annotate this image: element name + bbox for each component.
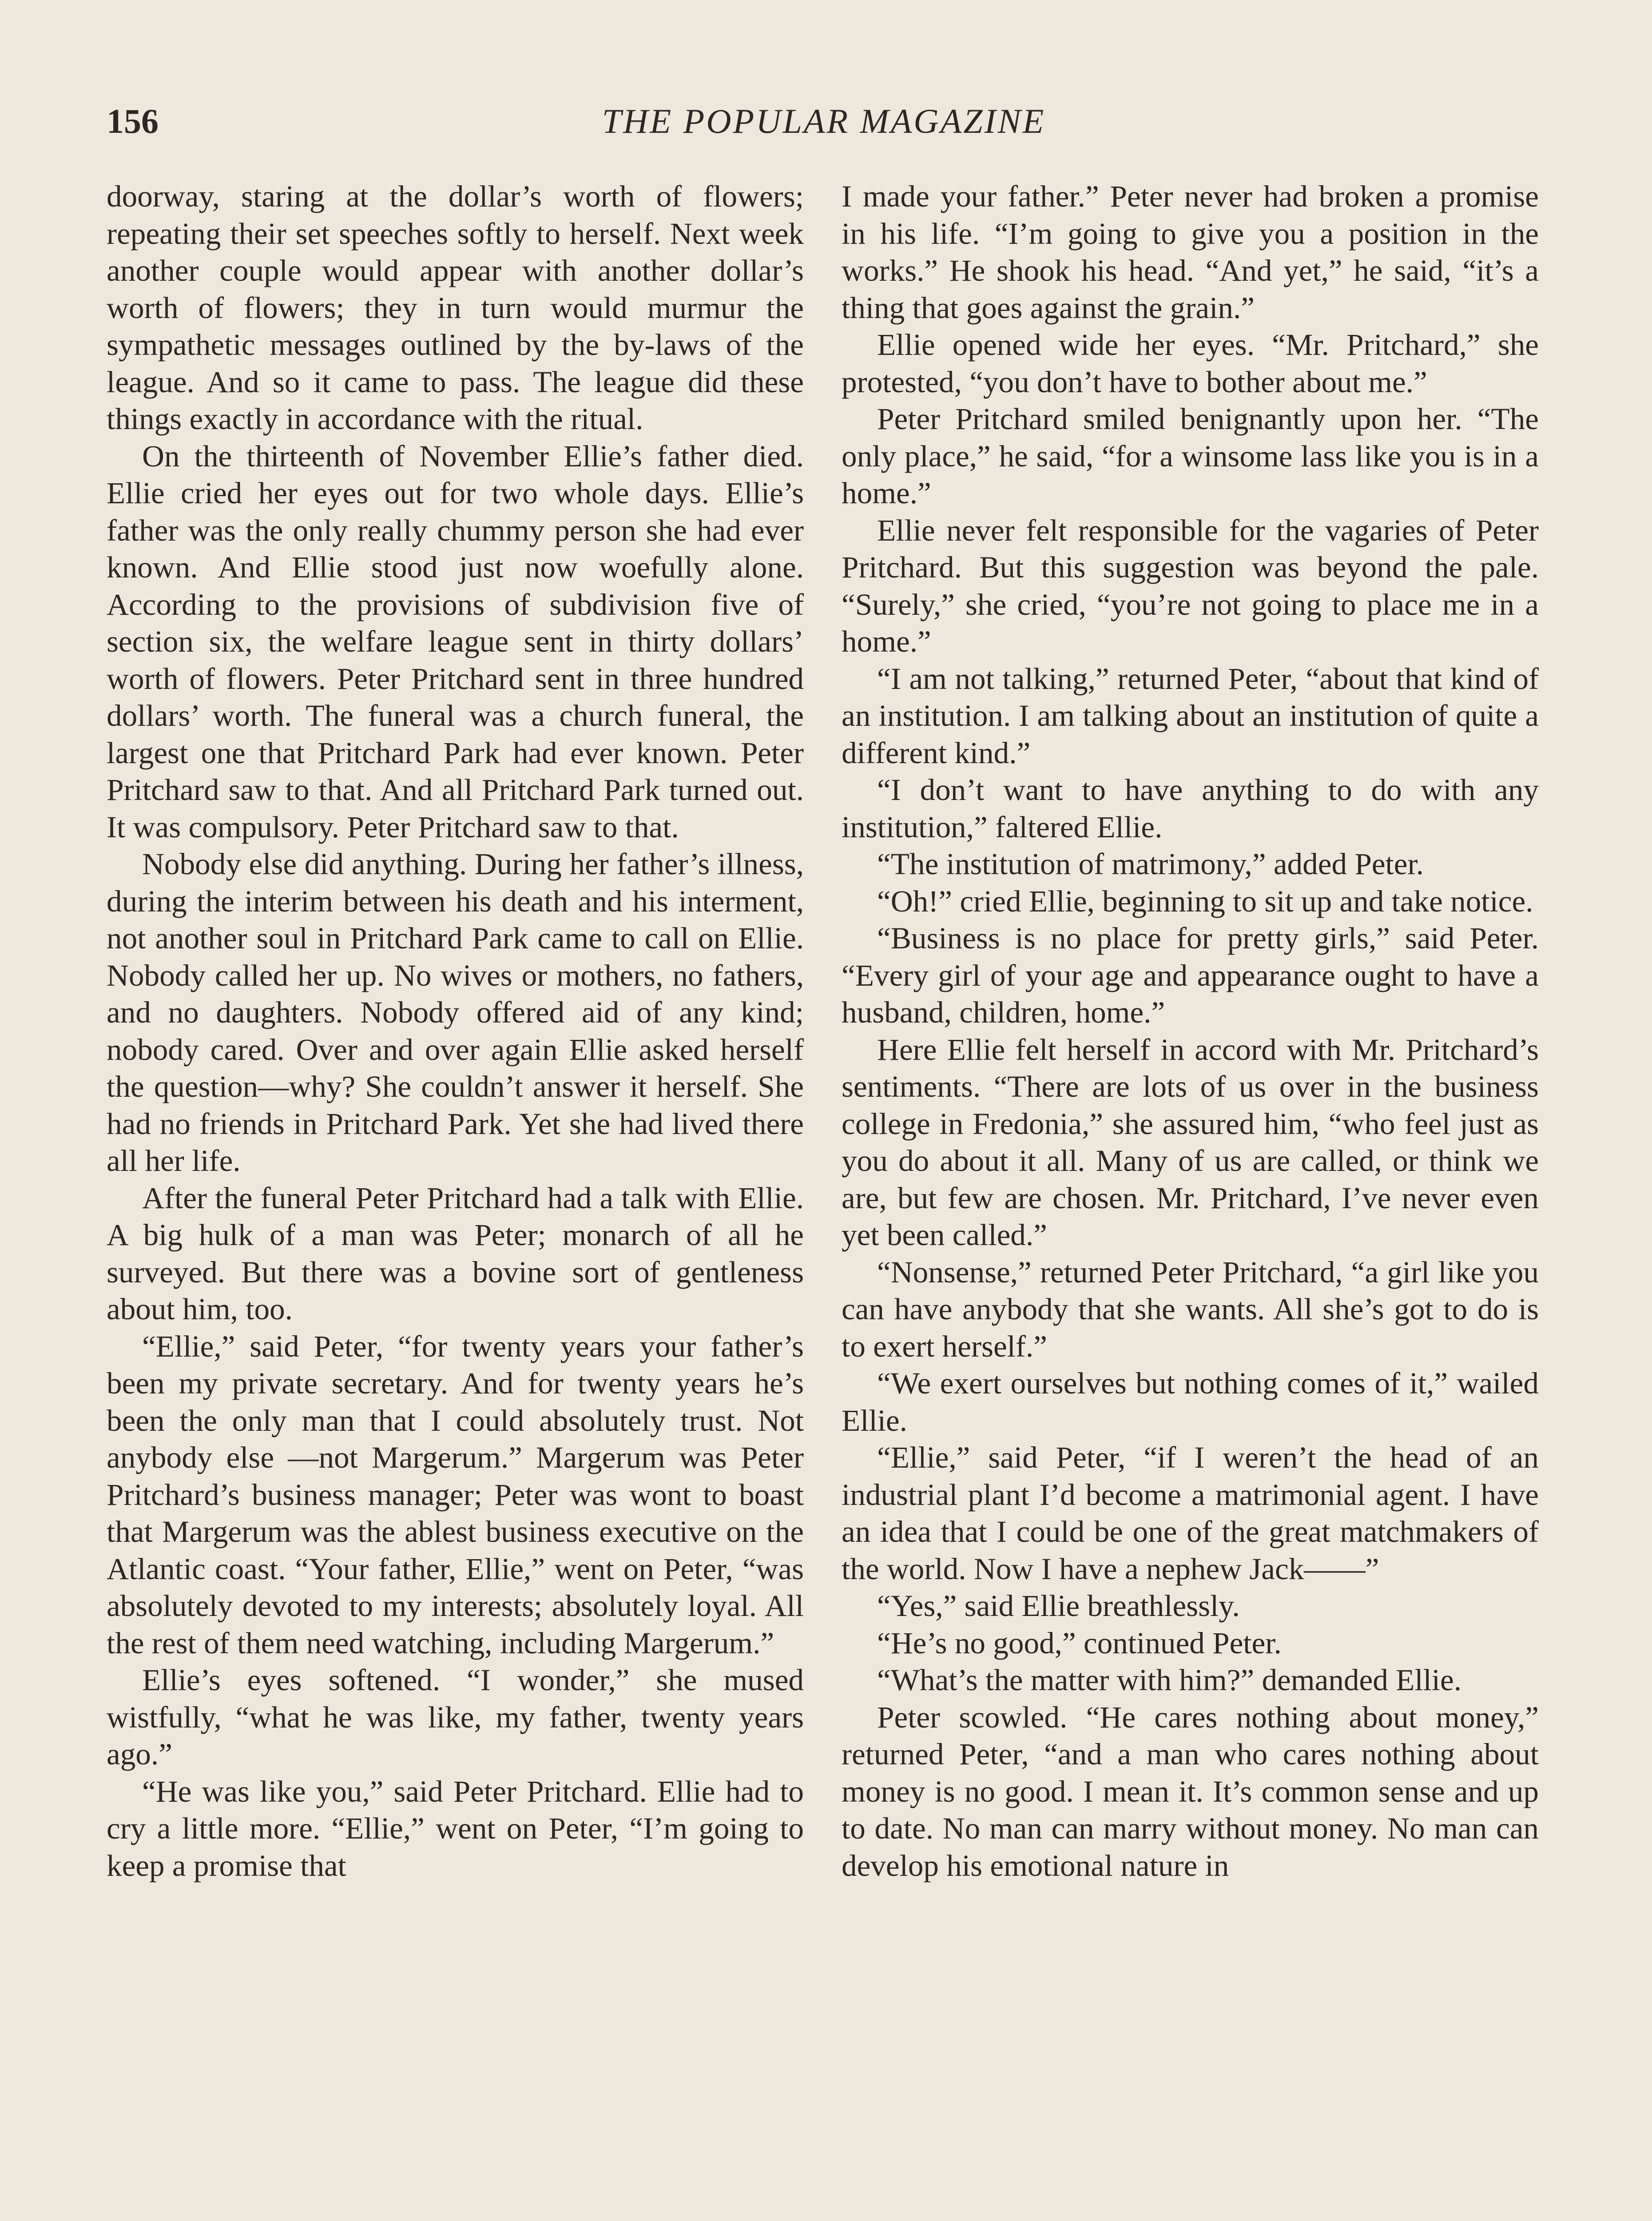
paragraph: I made your father.” Peter never had broken a promise in his life. “I’m going to give you a position in the works.” He shook his head. “And yet,” he said, “it’s a thing that goes against the grain.” xyxy=(842,179,1539,325)
running-title: THE POPULAR MAGAZINE xyxy=(602,102,1046,140)
paragraph: After the funeral Peter Pritchard had a talk with Ellie. A big hulk of a man was Peter; monarch of all he surveyed. But there was a bovine sort of gentleness about him, too. xyxy=(107,1180,804,1326)
paragraph: “I am not talking,” returned Peter, “about that kind of an institution. I am talking about an institution of quite a different kind.” xyxy=(842,661,1539,770)
paragraph: “Nonsense,” returned Peter Pritchard, “a girl like you can have anybody that she wants. All she’s got to do is to exert herself.” xyxy=(842,1254,1539,1363)
page-header xyxy=(107,97,1541,146)
paragraph: “We exert ourselves but nothing comes of it,” wailed Ellie. xyxy=(842,1366,1539,1437)
paragraph: Ellie opened wide her eyes. “Mr. Pritchard,” she protested, “you don’t have to bother about me.” xyxy=(842,327,1539,399)
paragraph: “The institution of matrimony,” added Peter. xyxy=(877,847,1424,881)
paragraph: “Ellie,” said Peter, “for twenty years your father’s been my private secretary. And for twenty years he’s been the only man that I could absolutely trust. Not anybody else —not Margerum.” Margerum was Peter Pritchard’s business manager; Peter was wont to boast that Margerum was the ablest business executive on the Atlantic coast. “Your father, Ellie,” went on Peter, “was absolutely devoted to my interests; absolutely loyal. All the rest of them need watching, including Margerum.” xyxy=(107,1329,804,1660)
paragraph: “I don’t want to have anything to do with any institution,” faltered Ellie. xyxy=(842,772,1539,844)
paragraph: Ellie never felt responsible for the vagaries of Peter Pritchard. But this suggestion was beyond the pale. “Surely,” she cried, “you’re not going to place me in a home.” xyxy=(842,513,1539,658)
paragraph: “He was like you,” said Peter Pritchard. Ellie had to cry a little more. “Ellie,” went on Peter, “I’m going to keep a promise that xyxy=(107,1774,804,1883)
text-column-left xyxy=(107,178,804,2221)
paragraph: “Ellie,” said Peter, “if I weren’t the head of an industrial plant I’d become a matrimonial agent. I have an idea that I could be one of the great matchmakers of the world. Now I have a nephew Jack——” xyxy=(842,1440,1539,1586)
paragraph: Here Ellie felt herself in accord with Mr. Pritchard’s sentiments. “There are lots of us over in the business college in Fredonia,” she assured him, “who feel just as you do about it all. Many of us are called, or think we are, but few are chosen. Mr. Pritchard, I’ve never even yet been called.” xyxy=(842,1032,1539,1252)
paragraph: doorway, staring at the dollar’s worth of flowers; repeating their set speeches softly to herself. Next week another couple would appear with another dollar’s worth of flowers; they in turn would murmur the sympathetic messages outlined by the by-laws of the league. And so it came to pass. The league did these things exactly in accordance with the ritual. xyxy=(107,179,804,436)
paragraph: “What’s the matter with him?” demanded Ellie. xyxy=(877,1663,1462,1697)
paragraph: “He’s no good,” continued Peter. xyxy=(877,1625,1282,1660)
paragraph: Peter Pritchard smiled benignantly upon her. “The only place,” he said, “for a winsome lass like you is in a home.” xyxy=(842,402,1539,510)
paragraph: Ellie’s eyes softened. “I wonder,” she mused wistfully, “what he was like, my father, twenty years ago.” xyxy=(107,1663,804,1771)
paragraph: Nobody else did anything. During her father’s illness, during the interim between his death and his interment, not another soul in Pritchard Park came to call on Ellie. Nobody called her up. No wives or mothers, no fathers, and no daughters. Nobody offered aid of any kind; nobody cared. Over and over again Ellie asked herself the question—why? She couldn’t answer it herself. She had no friends in Pritchard Park. Yet she had lived there all her life. xyxy=(107,847,804,1178)
paragraph: On the thirteenth of November Ellie’s father died. Ellie cried her eyes out for two whole days. Ellie’s father was the only really chummy person she had ever known. And Ellie stood just now woefully alone. According to the provisions of subdivision five of section six, the welfare league sent in thirty dollars’ worth of flowers. Peter Pritchard sent in three hundred dollars’ worth. The funeral was a church funeral, the largest one that Pritchard Park had ever known. Peter Pritchard saw to that. And all Pritchard Park turned out. It was compulsory. Peter Pritchard saw to that. xyxy=(107,438,804,844)
paragraph: “Oh!” cried Ellie, beginning to sit up and take notice. xyxy=(877,884,1533,918)
text-column-right xyxy=(842,178,1539,2221)
paragraph: “Business is no place for pretty girls,” said Peter. “Every girl of your age and appearance ought to have a husband, children, home.” xyxy=(842,921,1539,1029)
paragraph: “Yes,” said Ellie breathlessly. xyxy=(877,1588,1240,1623)
paragraph: Peter scowled. “He cares nothing about money,” returned Peter, “and a man who cares nothing about money is no good. I mean it. It’s common sense and up to date. No man can marry without money. No man can develop his emotional nature in xyxy=(842,1700,1539,1883)
page-number: 156 xyxy=(107,102,159,140)
